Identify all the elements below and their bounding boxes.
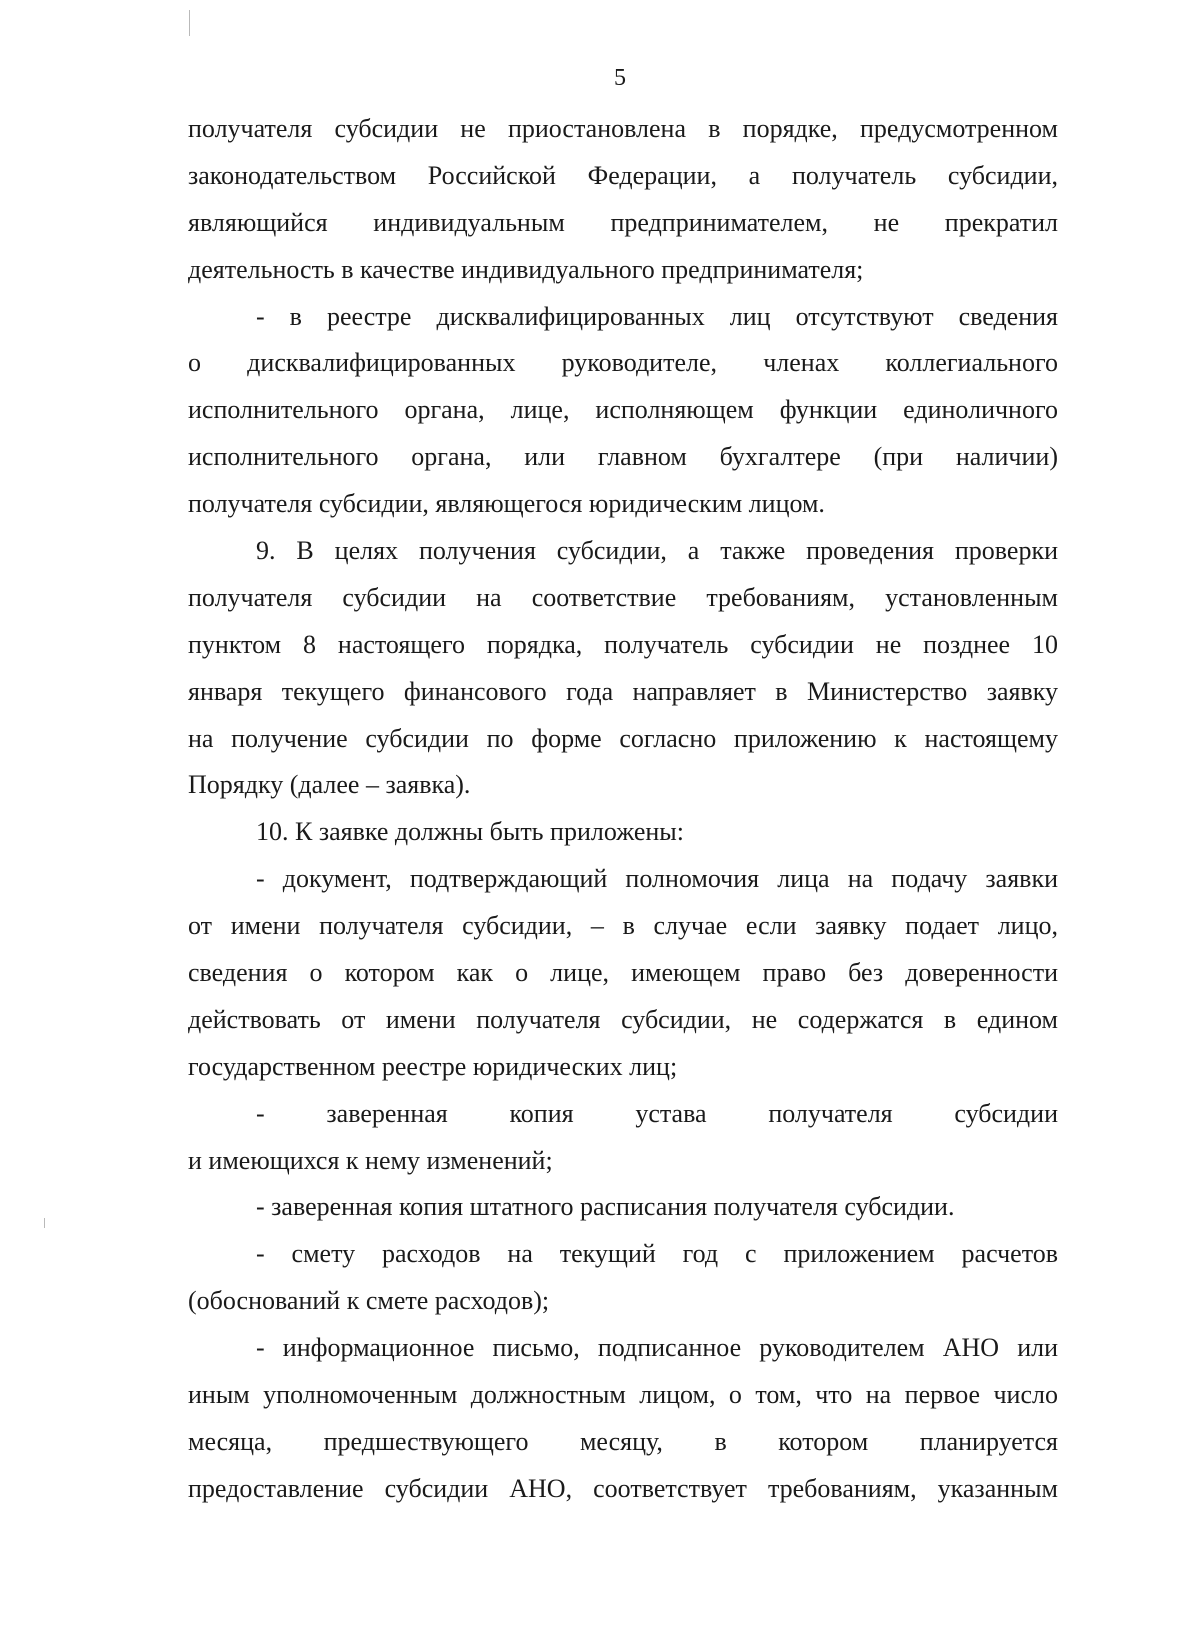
- text-line: 10. К заявке должны быть приложены:: [256, 817, 684, 847]
- text-line: на получение субсидии по форме согласно приложению к настоящему: [188, 723, 1058, 753]
- text-line: пунктом 8 настоящего порядка, получатель субсидии не позднее 10: [188, 629, 1058, 659]
- text-line: являющийся индивидуальным предпринимателем, не прекратил: [188, 207, 1058, 237]
- text-line: - документ, подтверждающий полномочия лица на подачу заявки: [256, 864, 1058, 894]
- text-line: о дисквалифицированных руководителе, членах коллегиального: [188, 348, 1058, 378]
- text-line: Порядку (далее – заявка).: [188, 770, 471, 800]
- text-line: месяца, предшествующего месяцу, в котором планируется: [188, 1426, 1058, 1456]
- text-line: сведения о котором как о лице, имеющем право без доверенности: [188, 958, 1058, 988]
- text-line: (обоснований к смете расходов);: [188, 1286, 550, 1316]
- text-line: от имени получателя субсидии, – в случае если заявку подает лицо,: [188, 911, 1058, 941]
- text-line: государственном реестре юридических лиц;: [188, 1051, 678, 1081]
- document-body: [188, 106, 1058, 1513]
- text-line: - информационное письмо, подписанное руководителем АНО или: [256, 1333, 1058, 1363]
- text-line: действовать от имени получателя субсидии, не содержатся в едином: [188, 1004, 1058, 1034]
- text-line: - в реестре дисквалифицированных лиц отсутствуют сведения: [256, 301, 1058, 331]
- text-line: исполнительного органа, лице, исполняющем функции единоличного: [188, 395, 1058, 425]
- text-line: получателя субсидии, являющегося юридическим лицом.: [188, 489, 825, 519]
- page-number: 5: [614, 65, 626, 91]
- text-line: - заверенная копия устава получателя субсидии: [256, 1098, 1058, 1128]
- text-line: исполнительного органа, или главном бухгалтере (при наличии): [188, 442, 1058, 472]
- text-line: получателя субсидии на соответствие требованиям, установленным: [188, 582, 1058, 612]
- scan-edge-mark: [189, 10, 190, 36]
- text-line: 9. В целях получения субсидии, а также проведения проверки: [256, 536, 1058, 566]
- text-line: деятельность в качестве индивидуального предпринимателя;: [188, 254, 864, 284]
- text-line: - заверенная копия штатного расписания получателя субсидии.: [256, 1192, 955, 1222]
- scan-edge-mark: [44, 1218, 45, 1228]
- text-line: января текущего финансового года направляет в Министерство заявку: [188, 676, 1058, 706]
- text-line: и имеющихся к нему изменений;: [188, 1145, 553, 1175]
- text-line: предоставление субсидии АНО, соответствует требованиям, указанным: [188, 1473, 1058, 1503]
- text-line: получателя субсидии не приостановлена в порядке, предусмотренном: [188, 114, 1058, 143]
- text-line: - смету расходов на текущий год с приложением расчетов: [256, 1239, 1058, 1269]
- text-line: иным уполномоченным должностным лицом, о том, что на первое число: [188, 1380, 1058, 1410]
- text-line: законодательством Российской Федерации, а получатель субсидии,: [188, 160, 1058, 190]
